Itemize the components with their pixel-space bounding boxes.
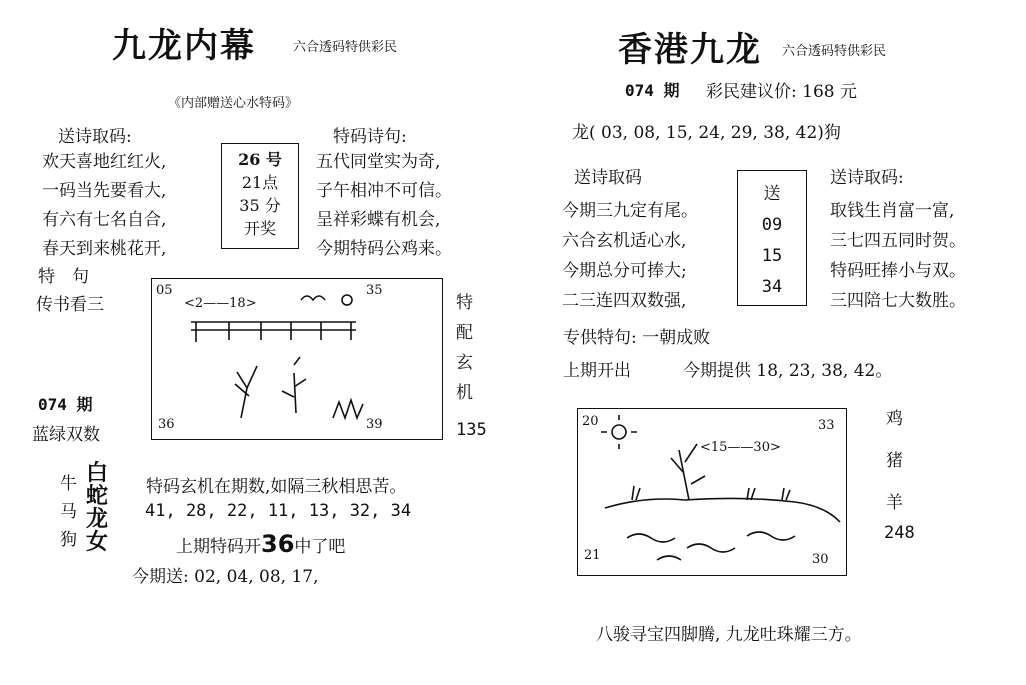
left-title: 九龙内幕 xyxy=(112,26,256,66)
right-side-vertical xyxy=(886,398,903,524)
poem-line: 取钱生肖富一富, xyxy=(830,201,955,221)
poem-line: 春天到来桃花开, xyxy=(42,239,167,259)
box-number: 09 xyxy=(761,215,783,235)
right-numbers-box xyxy=(737,170,807,306)
special-text: 传书看三 xyxy=(36,295,104,315)
sketch-corner-bl: 21 xyxy=(584,548,601,563)
zodiac-left xyxy=(60,470,77,554)
last-period-number: 36 xyxy=(261,530,295,558)
box-number: 34 xyxy=(761,277,783,297)
left-period: 074 期 xyxy=(38,395,93,414)
right-subtitle: 六合透码特供彩民 xyxy=(782,44,887,59)
right-poem-label: 送诗取码 xyxy=(574,168,642,188)
poem-line: 呈祥彩蝶有机会, xyxy=(316,210,441,230)
left-poem-right-label: 特码诗句: xyxy=(333,127,407,147)
zodiac-char: 牛 xyxy=(60,474,77,494)
right-footer-verse: 八骏寻宝四脚腾, 九龙吐珠耀三方。 xyxy=(596,625,862,645)
right-poem-right-label: 送诗取码: xyxy=(830,168,904,188)
dragon-numbers-line: 龙( 03, 08, 15, 24, 29, 38, 42)狗 xyxy=(572,123,841,143)
poem-line: 特码旺捧小与双。 xyxy=(830,261,966,281)
last-period-suffix: 中了吧 xyxy=(294,537,346,557)
sketch-corner-bl: 36 xyxy=(158,417,175,432)
left-header-note: 《内部赠送心水特码》 xyxy=(168,96,299,111)
poem-line: 有六有七名自合, xyxy=(42,210,167,230)
side-char: 羊 xyxy=(886,493,903,513)
right-period: 074 期 xyxy=(625,81,680,100)
draw-date: 26 号 xyxy=(238,150,282,169)
poem-line: 一码当先要看大, xyxy=(42,181,167,201)
left-subtitle: 六合透码特供彩民 xyxy=(293,40,398,55)
side-char: 机 xyxy=(456,383,473,403)
zodiac-big-char: 蛇 xyxy=(86,483,109,509)
right-special-line: 专供特句: 一朝成败 xyxy=(563,328,711,348)
last-open-label: 上期开出 xyxy=(563,361,631,381)
blue-green-label: 蓝绿双数 xyxy=(32,425,100,445)
sketch-corner-tr: 35 xyxy=(366,283,383,298)
left-side-vertical xyxy=(456,288,473,408)
left-poem xyxy=(42,148,166,264)
sketch-range: <15——30> xyxy=(700,440,781,455)
right-title: 香港九龙 xyxy=(618,30,762,70)
zodiac-big-char: 白 xyxy=(86,460,109,486)
sketch-corner-br: 30 xyxy=(812,552,829,567)
side-char: 玄 xyxy=(456,353,473,373)
poem-line: 欢天喜地红红火, xyxy=(42,152,167,172)
draw-label: 开奖 xyxy=(243,219,276,238)
poem-line: 三七四五同时贺。 xyxy=(830,231,966,251)
left-poem-label: 送诗取码: xyxy=(58,127,132,147)
sketch-corner-tl: 05 xyxy=(156,283,173,298)
poem-line: 二三连四双数强, xyxy=(562,291,687,311)
box-number: 15 xyxy=(761,246,783,266)
right-poem-left xyxy=(562,196,698,316)
mystic-text: 特码玄机在期数,如隔三秋相思苦。 xyxy=(146,477,407,497)
poem-line: 五代同堂实为奇, xyxy=(316,152,441,172)
poem-line: 今期三九定有尾。 xyxy=(562,201,698,221)
last-period-prefix: 上期特码开 xyxy=(176,537,261,557)
last-period-line xyxy=(176,530,345,558)
special-label: 特 句 xyxy=(38,267,89,287)
right-price: 彩民建议价: 168 元 xyxy=(706,82,857,102)
this-period-numbers: 今期送: 02, 04, 08, 17, xyxy=(132,567,319,587)
sketch-range: <2——18> xyxy=(184,296,257,311)
side-char: 特 xyxy=(456,293,473,313)
zodiac-big-char: 龙 xyxy=(86,506,109,532)
poem-line: 六合玄机适心水, xyxy=(562,231,687,251)
draw-hour: 21点 xyxy=(241,173,279,192)
right-side-number: 248 xyxy=(884,523,915,543)
sketch-corner-br: 39 xyxy=(366,417,383,432)
box-label: 送 xyxy=(763,184,781,204)
poem-line: 三四陪七大数胜。 xyxy=(830,291,966,311)
fence-plant-drawing xyxy=(151,278,441,438)
right-poem-right xyxy=(830,196,966,316)
provide-numbers: 今期提供 18, 23, 38, 42。 xyxy=(683,361,893,381)
sketch-corner-tl: 20 xyxy=(582,414,599,429)
zodiac-big xyxy=(86,462,108,554)
draw-info-box xyxy=(221,143,299,249)
sketch-corner-tr: 33 xyxy=(818,418,835,433)
sun-island-drawing xyxy=(577,408,845,574)
zodiac-big-char: 女 xyxy=(86,529,109,555)
zodiac-char: 狗 xyxy=(60,530,77,550)
side-char: 鸡 xyxy=(886,409,903,429)
left-side-number: 135 xyxy=(456,420,487,440)
zodiac-char: 马 xyxy=(60,502,77,522)
poem-line: 今期总分可捧大; xyxy=(562,261,687,281)
left-poem-right xyxy=(316,148,452,264)
draw-minute: 35 分 xyxy=(239,196,281,215)
poem-line: 今期特码公鸡来。 xyxy=(316,239,452,259)
poem-line: 子午相冲不可信。 xyxy=(316,181,452,201)
side-char: 猪 xyxy=(886,451,903,471)
side-char: 配 xyxy=(456,323,473,343)
left-numbers: 41, 28, 22, 11, 13, 32, 34 xyxy=(145,501,412,521)
